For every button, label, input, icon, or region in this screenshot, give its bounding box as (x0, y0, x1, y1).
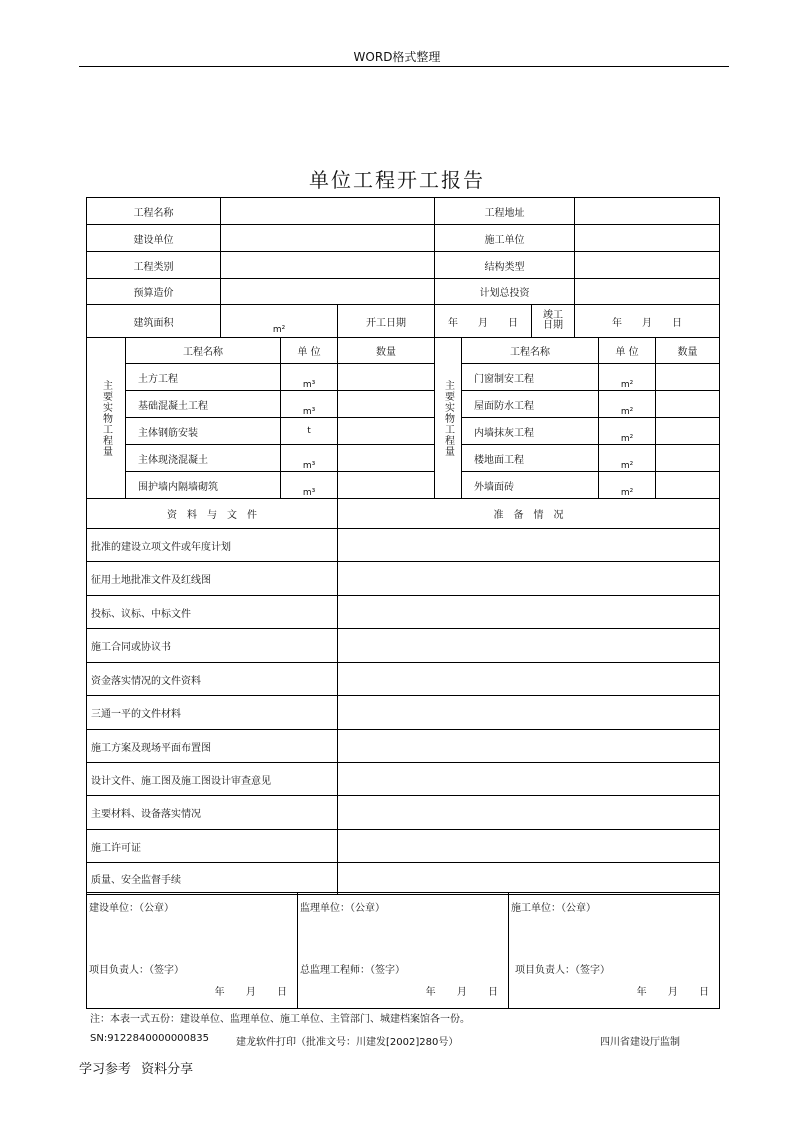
doc-row-label: 施工许可证 (87, 830, 338, 863)
doc-row-label: 施工合同或协议书 (87, 629, 338, 663)
value-builder-unit[interactable] (575, 225, 720, 252)
print-info: 建龙软件打印（批准文号：川建发[2002]280号） (236, 1037, 459, 1048)
doc-row-status[interactable] (338, 796, 720, 830)
right-item-qty[interactable] (656, 472, 720, 499)
value-project-address[interactable] (575, 198, 720, 225)
right-col-qty: 数量 (656, 338, 720, 364)
right-item-unit: m² (599, 472, 656, 499)
left-col-unit: 单 位 (281, 338, 338, 364)
doc-row-label: 征用土地批准文件及红线图 (87, 562, 338, 596)
sig-person-label: 总监理工程师：（签字） (300, 965, 405, 976)
left-item-qty[interactable] (338, 445, 435, 472)
left-item-unit: t (281, 418, 338, 445)
sig-person-label: 项目负责人：（签字） (89, 965, 184, 976)
sig-date: 年 月 日 (425, 987, 498, 998)
left-item-qty[interactable] (338, 418, 435, 445)
doc-row-status[interactable] (338, 763, 720, 796)
label-start-date: 开工日期 (338, 305, 435, 338)
signature-table (86, 892, 720, 1009)
sig-date: 年 月 日 (214, 987, 287, 998)
right-col-unit: 单 位 (599, 338, 656, 364)
form-note: 注：本表一式五份：建设单位、监理单位、施工单位、主管部门、城建档案馆各一份。 (90, 1014, 470, 1025)
left-col-name: 工程名称 (126, 338, 281, 364)
value-project-type[interactable] (221, 252, 435, 279)
doc-row-status[interactable] (338, 629, 720, 663)
left-item-name: 基础混凝土工程 (126, 391, 281, 418)
value-planned-investment[interactable] (575, 279, 720, 305)
right-item-qty[interactable] (656, 418, 720, 445)
right-item-unit: m² (599, 445, 656, 472)
label-planned-investment: 计划总投资 (435, 279, 575, 305)
label-project-name: 工程名称 (87, 198, 221, 225)
doc-row-status[interactable] (338, 529, 720, 562)
issuer: 四川省建设厅监制 (600, 1037, 680, 1048)
right-item-qty[interactable] (656, 391, 720, 418)
page-footer (79, 1058, 199, 1077)
left-item-unit: m³ (281, 364, 338, 391)
form-title: 单位工程开工报告 (309, 168, 485, 192)
left-item-unit: m³ (281, 391, 338, 418)
right-item-name: 屋面防水工程 (462, 391, 599, 418)
signature-builder-unit[interactable] (509, 893, 720, 1009)
right-col-name: 工程名称 (462, 338, 599, 364)
footer-text-b: 资料分享 (141, 1062, 194, 1077)
label-builder-unit: 施工单位 (435, 225, 575, 252)
serial-number: SN:9122840000000835 (90, 1033, 209, 1044)
value-construction-unit[interactable] (221, 225, 435, 252)
left-item-unit: m³ (281, 445, 338, 472)
doc-row-status[interactable] (338, 863, 720, 895)
area-unit: m² (272, 325, 286, 335)
right-item-qty[interactable] (656, 445, 720, 472)
label-construction-unit: 建设单位 (87, 225, 221, 252)
doc-row-label: 施工方案及现场平面布置图 (87, 730, 338, 763)
doc-row-label: 资金落实情况的文件资料 (87, 663, 338, 696)
right-item-name: 外墙面砖 (462, 472, 599, 499)
documents-table (86, 498, 720, 895)
signature-construction-unit[interactable] (87, 893, 298, 1009)
footer-text-a: 学习参考 (79, 1062, 132, 1077)
label-project-type: 工程类别 (87, 252, 221, 279)
status-col-header: 准 备 情 况 (338, 499, 720, 529)
doc-row-label: 主要材料、设备落实情况 (87, 796, 338, 830)
value-budget[interactable] (221, 279, 435, 305)
sig-person-label: 项目负责人：（签字） (515, 965, 610, 976)
right-item-unit: m² (599, 364, 656, 391)
doc-row-status[interactable] (338, 562, 720, 596)
left-item-name: 围护墙内隔墙砌筑 (126, 472, 281, 499)
doc-row-status[interactable] (338, 596, 720, 629)
right-item-name: 楼地面工程 (462, 445, 599, 472)
right-item-qty[interactable] (656, 364, 720, 391)
sig-org-label: 施工单位：（公章） (511, 903, 596, 914)
doc-row-label: 三通一平的文件材料 (87, 696, 338, 730)
left-item-qty[interactable] (338, 364, 435, 391)
sig-org-label: 监理单位：（公章） (300, 903, 385, 914)
doc-row-label: 投标、议标、中标文件 (87, 596, 338, 629)
value-building-area[interactable] (221, 305, 338, 338)
doc-row-status[interactable] (338, 696, 720, 730)
sig-org-label: 建设单位：（公章） (89, 903, 174, 914)
document-header: WORD格式整理 (353, 50, 441, 64)
doc-row-status[interactable] (338, 730, 720, 763)
left-col-qty: 数量 (338, 338, 435, 364)
doc-row-status[interactable] (338, 663, 720, 696)
sig-date: 年 月 日 (636, 987, 709, 998)
right-item-name: 内墙抹灰工程 (462, 418, 599, 445)
left-item-qty[interactable] (338, 391, 435, 418)
label-budget: 预算造价 (87, 279, 221, 305)
right-item-unit: m² (599, 391, 656, 418)
left-item-name: 土方工程 (126, 364, 281, 391)
value-completion-date[interactable]: 年 月 日 (575, 305, 720, 338)
right-item-unit: m² (599, 418, 656, 445)
right-side-label: 主要实物工程量 (435, 338, 462, 499)
basic-info-table (86, 197, 720, 338)
label-structure-type: 结构类型 (435, 252, 575, 279)
doc-row-status[interactable] (338, 830, 720, 863)
quantities-table (86, 337, 720, 499)
left-side-label: 主要实物工程量 (87, 338, 126, 499)
docs-col-header: 资 料 与 文 件 (87, 499, 338, 529)
value-start-date[interactable]: 年 月 日 (435, 305, 532, 338)
value-project-name[interactable] (221, 198, 435, 225)
left-item-name: 主体钢筋安装 (126, 418, 281, 445)
label-completion-date: 竣工 日期 (532, 305, 575, 338)
left-item-qty[interactable] (338, 472, 435, 499)
left-item-name: 主体现浇混凝土 (126, 445, 281, 472)
right-item-name: 门窗制安工程 (462, 364, 599, 391)
doc-row-label: 批准的建设立项文件或年度计划 (87, 529, 338, 562)
value-structure-type[interactable] (575, 252, 720, 279)
label-project-address: 工程地址 (435, 198, 575, 225)
left-item-unit: m³ (281, 472, 338, 499)
doc-row-label: 设计文件、施工图及施工图设计审查意见 (87, 763, 338, 796)
signature-supervision-unit[interactable] (298, 893, 509, 1009)
header-divider (79, 66, 729, 67)
doc-row-label: 质量、安全监督手续 (87, 863, 338, 895)
label-building-area: 建筑面积 (87, 305, 221, 338)
